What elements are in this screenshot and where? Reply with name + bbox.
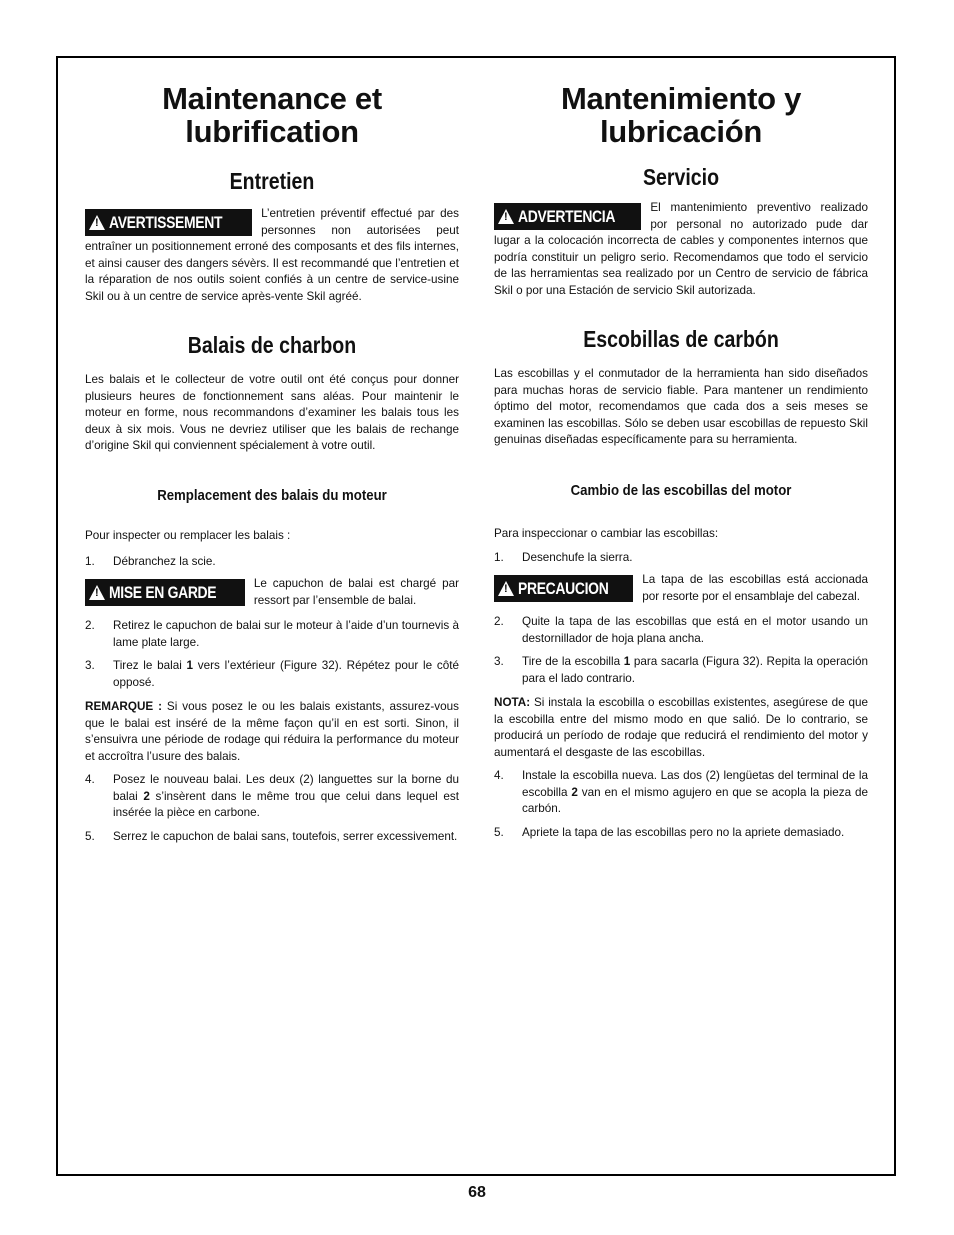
entretien-heading: Entretien bbox=[229, 168, 315, 194]
french-title-line2: lubrification bbox=[185, 114, 359, 149]
step-4: 4. Instale la escobilla nueva. Las dos (2) lengüetas del terminal de la escobilla 2 van en el mismo agujero en que se acopla la pieza de carbón. bbox=[494, 769, 868, 815]
warning-badge: ! ADVERTENCIA bbox=[494, 203, 641, 230]
servicio-heading: Servicio bbox=[642, 164, 720, 190]
warning-triangle-icon bbox=[498, 209, 514, 224]
spanish-title bbox=[494, 82, 868, 148]
cambio-heading: Cambio de las escobillas del motor bbox=[570, 482, 792, 499]
french-title-line1: Maintenance et bbox=[162, 81, 382, 116]
balais-text: Les balais et le collecteur de votre outil ont été conçus pour donner plusieurs heures de fonctionnement sans aléas. Pour maintenir le moteur en forme, nous recommandons d’examiner les balais tous les deux à six mois. Vous ne devriez utiliser que les balais de rechange d’origine Skil qui conviennent spécialement à votre outil. bbox=[85, 373, 459, 452]
remarque: REMARQUE : Si vous posez le ou les balais existants, assurez-vous que le balai est inséré de la même façon qu’il en est sorti. Sinon, il s’ensuivra une période de rodage qui réduira la performance du moteur et accroîtra l’usure des balais. bbox=[85, 700, 459, 763]
entretien-section bbox=[85, 206, 459, 305]
spanish-title-line2: lubricación bbox=[599, 114, 763, 149]
step-5: 5. Serrez le capuchon de balai sans, toutefois, serrer excessivement. bbox=[85, 829, 458, 843]
spanish-title-line1: Mantenimiento y bbox=[560, 81, 802, 116]
cambio-intro: Para inspeccionar o cambiar las escobillas: bbox=[494, 527, 719, 540]
french-column bbox=[85, 81, 459, 843]
step-3: 3. Tirez le balai 1 vers l’extérieur (Figure 32). Répétez pour le côté opposé. bbox=[85, 659, 459, 689]
step-4: 4. Posez le nouveau balai. Les deux (2) languettes sur la borne du balai 2 s’insèrent dans le même trou que celui dans lequel est insérée la pièce en carbone. bbox=[85, 773, 459, 819]
warning-triangle-icon bbox=[498, 581, 514, 596]
balais-heading: Balais de charbon bbox=[187, 332, 357, 358]
entretien-text: L’entretien préventif effectué par des personnes non autorisées peut entraîner un positionnement erroné des composants et des fils internes, et ainsi causer des dangers sévèrs. Il est recommandé que l’entretien et la réparation de nos outils soient confiés à un centre de service-usine Skil ou à un centre de service après-vente Skil agréé. bbox=[85, 207, 459, 303]
caution-text: La tapa de las escobillas está accionada por resorte por el ensamblaje del cabezal. bbox=[642, 573, 868, 603]
warning-badge: ! AVERTISSEMENT bbox=[85, 209, 252, 236]
caution-badge: ! PRECAUCION bbox=[494, 575, 633, 602]
step-2: 2. Quite la tapa de las escobillas que está en el motor usando un destornillador de hoja plana ancha. bbox=[494, 615, 868, 645]
warning-triangle-icon bbox=[89, 585, 105, 600]
step-3: 3. Tire de la escobilla 1 para sacarla (Figura 32). Repita la operación para el lado contrario. bbox=[494, 655, 868, 685]
step-1: 1. Débranchez la scie. bbox=[85, 555, 216, 568]
spanish-column bbox=[494, 81, 868, 839]
caution-section bbox=[85, 576, 459, 609]
caution-section bbox=[494, 572, 868, 605]
servicio-section bbox=[494, 200, 868, 299]
french-title bbox=[85, 82, 459, 148]
step-5: 5. Apriete la tapa de las escobillas pero no la apriete demasiado. bbox=[494, 825, 845, 839]
step-1: 1. Desenchufe la sierra. bbox=[494, 551, 633, 564]
nota: NOTA: Si instala la escobilla o escobillas existentes, asegúrese de que la escobilla entre del mismo modo en que salió. De lo contrario, se producirá un período de rodaje que reducirá el rendimiento del motor y aumentará el desgaste de las escobillas. bbox=[494, 696, 868, 759]
servicio-text: El mantenimiento preventivo realizado por personal no autorizado pude dar lugar a la colocación incorrecta de cables y componentes internos que podría constituir un peligro serio. Recomendamos que todo el servicio de las herramientas sea realizado por un Centro de servicio de fábrica Skil o por una Estación de servicio Skil autorizada. bbox=[494, 201, 868, 297]
remplacement-heading: Remplacement des balais du moteur bbox=[157, 487, 387, 504]
page-number: 68 bbox=[468, 1184, 486, 1201]
remplacement-intro: Pour inspecter ou remplacer les balais : bbox=[85, 529, 291, 542]
escobillas-heading: Escobillas de carbón bbox=[583, 326, 779, 352]
escobillas-text: Las escobillas y el conmutador de la herramienta han sido diseñados para muchas horas de servicio fiable. Para mantener un rendimiento óptimo del motor, recomendamos que cada dos a seis meses se examinen las escobillas. Sólo se deben usar escobillas de repuesto Skil genuinas diseñadas específicamente para su herramienta. bbox=[494, 367, 868, 446]
warning-triangle-icon bbox=[89, 215, 105, 230]
caution-badge: ! MISE EN GARDE bbox=[85, 579, 245, 606]
caution-text: Le capuchon de balai est chargé par ressort par l’ensemble de balai. bbox=[253, 577, 459, 607]
step-2: 2. Retirez le capuchon de balai sur le moteur à l’aide d’un tournevis à lame plate large. bbox=[85, 619, 459, 649]
